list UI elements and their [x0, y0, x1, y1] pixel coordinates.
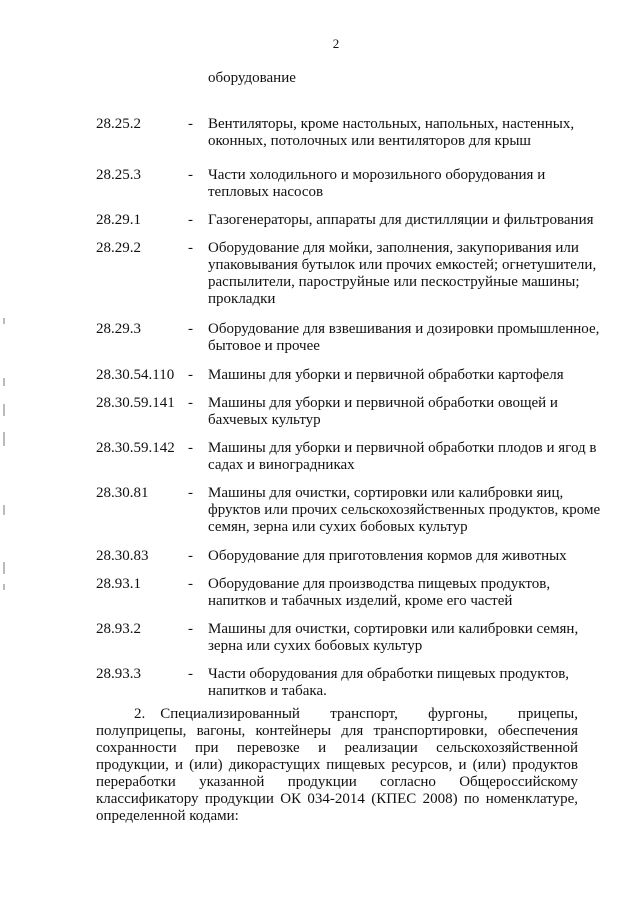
entry-dash: -	[188, 367, 193, 383]
entry-description: Части холодильного и морозильного оборудования и тепловых насосов	[208, 167, 546, 200]
entry-code: 28.30.59.141	[96, 395, 175, 411]
entry-description: Газогенераторы, аппараты для дистилляции и фильтрования	[208, 212, 594, 228]
entry-description: Машины для уборки и первичной обработки овощей и бахчевых культур	[208, 395, 558, 428]
entry-description: Машины для очистки, сортировки или калибровки яиц, фруктов или прочих сельскохозяйственных продуктов, кроме семян, зерна или сухих бобовых культур	[208, 485, 601, 535]
entry-code: 28.93.2	[96, 621, 141, 637]
entry-description: Оборудование для производства пищевых продуктов, напитков и табачных изделий, кроме его частей	[208, 576, 551, 609]
entry-code: 28.93.1	[96, 576, 141, 592]
entry-code: 28.30.83	[96, 548, 149, 564]
entry-description: Вентиляторы, кроме настольных, напольных, настенных, оконных, потолочных или вентиляторов для крыш	[208, 116, 575, 149]
entry-description: Части оборудования для обработки пищевых продуктов, напитков и табака.	[208, 666, 570, 699]
code-entry	[0, 485, 640, 548]
entry-dash: -	[188, 240, 193, 256]
entry-dash: -	[188, 621, 193, 637]
entry-code: 28.30.59.142	[96, 440, 175, 456]
entry-dash: -	[188, 440, 193, 456]
scan-margin-mark	[3, 584, 5, 590]
entry-dash: -	[188, 576, 193, 592]
entry-description: Оборудование для приготовления кормов для животных	[208, 548, 567, 564]
entry-code: 28.29.1	[96, 212, 141, 228]
code-entry	[0, 548, 640, 576]
entry-dash: -	[188, 167, 193, 183]
entry-dash: -	[188, 321, 193, 337]
entry-code: 28.29.2	[96, 240, 141, 256]
entry-code: 28.25.2	[96, 116, 141, 132]
scan-margin-mark	[3, 505, 5, 515]
scan-margin-mark	[3, 318, 5, 324]
code-entry	[0, 440, 640, 485]
scan-margin-mark	[3, 432, 5, 446]
code-entry	[0, 367, 640, 395]
paragraph-2: 2. Специализированный транспорт, фургоны, прицепы, полуприцепы, вагоны, контейнеры для транспортировки, обеспечения сохранности при перевозке и реализации сельскохозяйственной продукции, и (или) дикорастущих пищевых ресурсов, и (или) продуктов переработки указанной продукции согласно Общероссийскому классификатору продукции ОК 034-2014 (КПЕС 2008) по номенклатуре, определенной кодами:	[96, 706, 578, 824]
entry-dash: -	[188, 212, 193, 228]
code-entry	[0, 116, 640, 167]
entry-dash: -	[188, 395, 193, 411]
code-entry	[0, 395, 640, 440]
entry-dash: -	[188, 548, 193, 564]
code-entry	[0, 666, 640, 706]
entry-description: Оборудование для взвешивания и дозировки промышленное, бытовое и прочее	[208, 321, 600, 354]
code-list	[0, 116, 640, 706]
scan-margin-mark	[3, 378, 5, 386]
entry-code: 28.29.3	[96, 321, 141, 337]
scan-margin-mark	[3, 404, 5, 416]
entry-description: Машины для уборки и первичной обработки картофеля	[208, 367, 564, 383]
code-entry	[0, 167, 640, 212]
page-number: 2	[332, 36, 340, 51]
entry-code: 28.30.54.110	[96, 367, 175, 383]
continuation-text: оборудование	[208, 70, 296, 86]
entry-description: Оборудование для мойки, заполнения, закупоривания или упаковывания бутылок или прочих емкостей; огнетушители, распылители, пароструйные или пескоструйные машины; прокладки	[208, 240, 597, 307]
entry-dash: -	[188, 116, 193, 132]
entry-code: 28.30.81	[96, 485, 149, 501]
entry-dash: -	[188, 666, 193, 682]
entry-code: 28.93.3	[96, 666, 141, 682]
code-entry	[0, 621, 640, 666]
entry-description: Машины для очистки, сортировки или калибровки семян, зерна или сухих бобовых культур	[208, 621, 579, 654]
scan-margin-mark	[3, 562, 5, 574]
code-entry	[0, 212, 640, 240]
entry-description: Машины для уборки и первичной обработки плодов и ягод в садах и виноградниках	[208, 440, 597, 473]
entry-code: 28.25.3	[96, 167, 141, 183]
code-entry	[0, 240, 640, 321]
code-entry	[0, 576, 640, 621]
entry-dash: -	[188, 485, 193, 501]
code-entry	[0, 321, 640, 367]
